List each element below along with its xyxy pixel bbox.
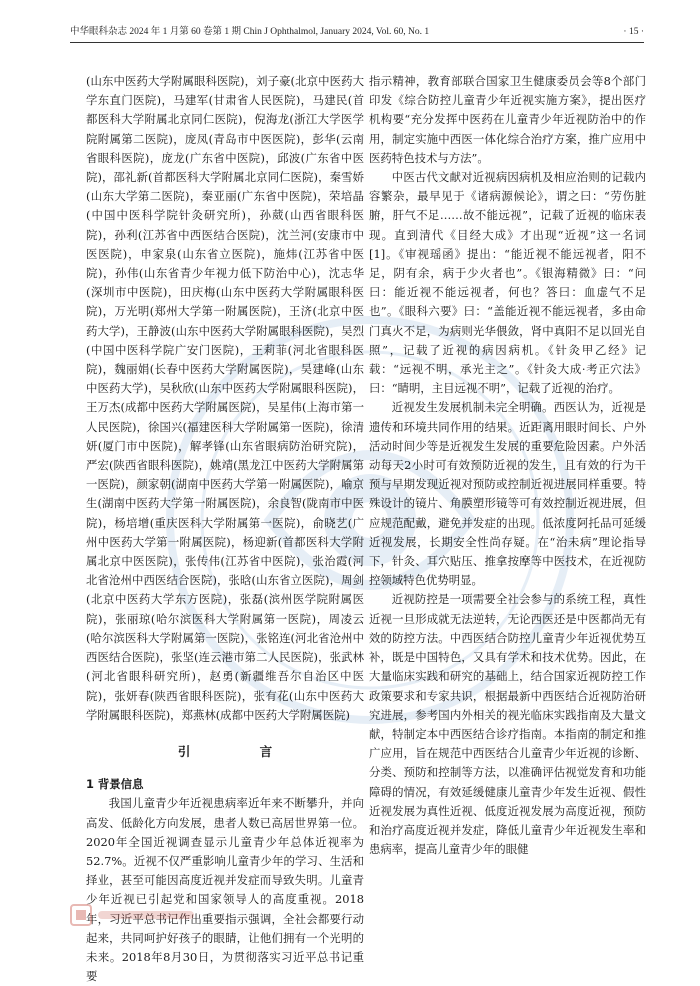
right-column: [369, 72, 646, 859]
background-paragraph: 我国儿童青少年近视患病率近年来不断攀升，并向高发、低龄化方向发展，患者人数已高居世界第一位。2020年全国近视调查显示儿童青少年总体近视率为52.7%。近视不仅严重影响儿童青少年的学习、生活和择业，甚至可能因高度近视并发症而导致失明。儿童青少年近视已引起党和国家领导人的高度重视。2018年，习近平总书记作出重要指示强调，全社会都要行动起来，共同呵护好孩子的眼睛，让他们拥有一个光明的未来。2018年8月30日，为贯彻落实习近平总书记重要: [86, 796, 364, 984]
guideline-purpose-paragraph: 近视防控是一项需要全社会参与的系统工程，真性近视一旦形成就无法逆转，无论西医还是中医都尚无有效的防控方法。中西医结合防控儿童青少年近视优势互补，既是中国特色，又具有学术和技术优势。因此，在大量临床实践和研究的基础上，结合国家近视防控工作政策要求和专家共识，根据最新中西医结合近视防治研究进展，参考国内外相关的视光临床实践指南及大量文献，特制定本中西医结合诊疗指南。本指南的制定和推广应用，旨在规范中西医结合儿童青少年近视的诊断、分类、预防和控制等方法，以准确评估视觉发育和功能障碍的情况，有效延缓健康儿童青少年发生近视、假性近视发展为真性近视、低度近视发展为高度近视，预防和治疗高度近视并发症，降低儿童青少年近视发生率和患病率，提高儿童青少年的眼健: [369, 592, 646, 857]
policy-paragraph: 指示精神，教育部联合国家卫生健康委员会等8个部门印发《综合防控儿童青少年近视实施方案》，提出医疗机构要“充分发挥中医药在儿童青少年近视防治中的作用，制定实施中西医一体化综合治疗方案，推广应用中医药特色技术与方法”。: [369, 74, 646, 165]
journal-citation: 中华眼科杂志 2024 年 1 月第 60 卷第 1 期 Chin J Ophthalmol, January 2024, Vol. 60, No. 1: [70, 27, 430, 37]
section-heading-introduction: 引 言: [177, 743, 305, 759]
page-number: · 15 ·: [623, 27, 644, 37]
contributor-affiliations: (山东中医药大学附属眼科医院)，刘子豪(北京中医药大学东直门医院)，马建军(甘肃省人民医院)，马建民(首都医科大学附属北京同仁医院)，倪海龙(浙江大学医学院附属第二医院)，庞凤(青岛市中医医院)，彭华(云南省眼科医院)，庞龙(广东省中医院)，邱波(广东省中医院)，邵礼新(首都医科大学附属北京同仁医院)，秦雪娇(山东大学第二医院)，秦亚丽(广东省中医院)，荣培晶(中国中医科学院针灸研究所)，孙葳(山西省眼科医院)，孙利(江苏省中西医结合医院)，沈兰河(安康市中医医院)，申家泉(山东省立医院)，施炜(江苏省中医院)，孙伟(山东省青少年视力低下防治中心)，沈志华(深圳市中医院)，田庆梅(山东中医药大学附属眼科医院)，万光明(郑州大学第一附属医院)，王济(北京中医药大学)，王静波(山东中医药大学附属眼科医院)，吴烈(中国中医科学院广安门医院)，王莉菲(河北省眼科医院)，魏丽娟(长春中医药大学附属医院)，吴建峰(山东中医药大学)，吴秋欣(山东中医药大学附属眼科医院)，王万杰(成都中医药大学附属医院)，吴星伟(上海市第一人民医院)，徐国兴(福建医科大学附属第一医院)，徐清妍(厦门市中医院)，解孝锋(山东省眼病防治研究院)，严宏(陕西省眼科医院)，姚靖(黑龙江中医药大学附属第一医院)，颜家朝(湖南中医药大学第一附属医院)，喻京生(湖南中医药大学第一附属医院)，余良智(陇南市中医院)，杨培增(重庆医科大学附属第一医院)，俞晓艺(广州中医药大学第一附属医院)，杨迎新(首都医科大学附属北京中医医院)，张传伟(江苏省中医院)，张治霞(河北省沧州中西医结合医院)，张晗(山东省立医院)，周剑(北京中医药大学东方医院)，张磊(滨州医学院附属医院)，张丽琼(哈尔滨医科大学附属第一医院)，周凌云(哈尔滨医科大学附属第一医院)，张铭连(河北省沧州中西医结合医院)，张坚(连云港市第二人民医院)，张武林(河北省眼科研究所)，赵勇(新疆维吾尔自治区中医院)，张妍春(陕西省眼科医院)，张有花(山东中医药大学附属眼科医院)，郑燕林(成都中医药大学附属医院): [86, 74, 364, 722]
running-header: [70, 24, 644, 40]
header-rule: [70, 42, 644, 43]
tcm-literature-paragraph: 中医古代文献对近视病因病机及相应治则的记载内容繁杂，最早见于《诸病源候论》，谓之曰：“劳伤脏腑，肝气不足……故不能远视”，记载了近视的临床表现。直到清代《目经大成》才出现“近视”这一名词[1]。《审视瑶函》提出：“能近视不能远视者，阳不足，阴有余，病于少火者也”。《银海精微》曰：“问曰：能近视不能远视者，何也？答曰：血虚气不足也”。《眼科六要》曰：“盖能近视不能远视者，多由命门真火不足，为病则光华偎敛，肾中真阳不足以回光自照”，记载了近视的病因病机。《针灸甲乙经》记载：“远视不明，承光主之”。《针灸大成·考正穴法》曰：“睛明，主目远视不明”，记载了近视的治疗。: [369, 170, 646, 396]
subsection-heading-background: 1 背景信息: [86, 777, 144, 792]
publisher-logo-icon: [70, 902, 200, 928]
left-column: [86, 72, 364, 986]
mechanism-paragraph: 近视发生发展机制未完全明确。西医认为，近视是遗传和环境共同作用的结果。近距离用眼时间长、户外活动时间少等是近视发生发展的重要危险因素。户外活动每天2小时可有效预防近视的发生，且有效的行为干预与早期发现近视对预防或控制近视进展同样重要。特殊设计的镜片、角膜塑形镜等可有效控制近视进展，但应规范配戴，避免并发症的出现。低浓度阿托品可延缓近视发展，长期安全性尚存疑。在“治未病”理论指导下，针灸、耳穴贴压、推拿按摩等中医技术，在近视防控领域特色优势明显。: [369, 400, 646, 588]
